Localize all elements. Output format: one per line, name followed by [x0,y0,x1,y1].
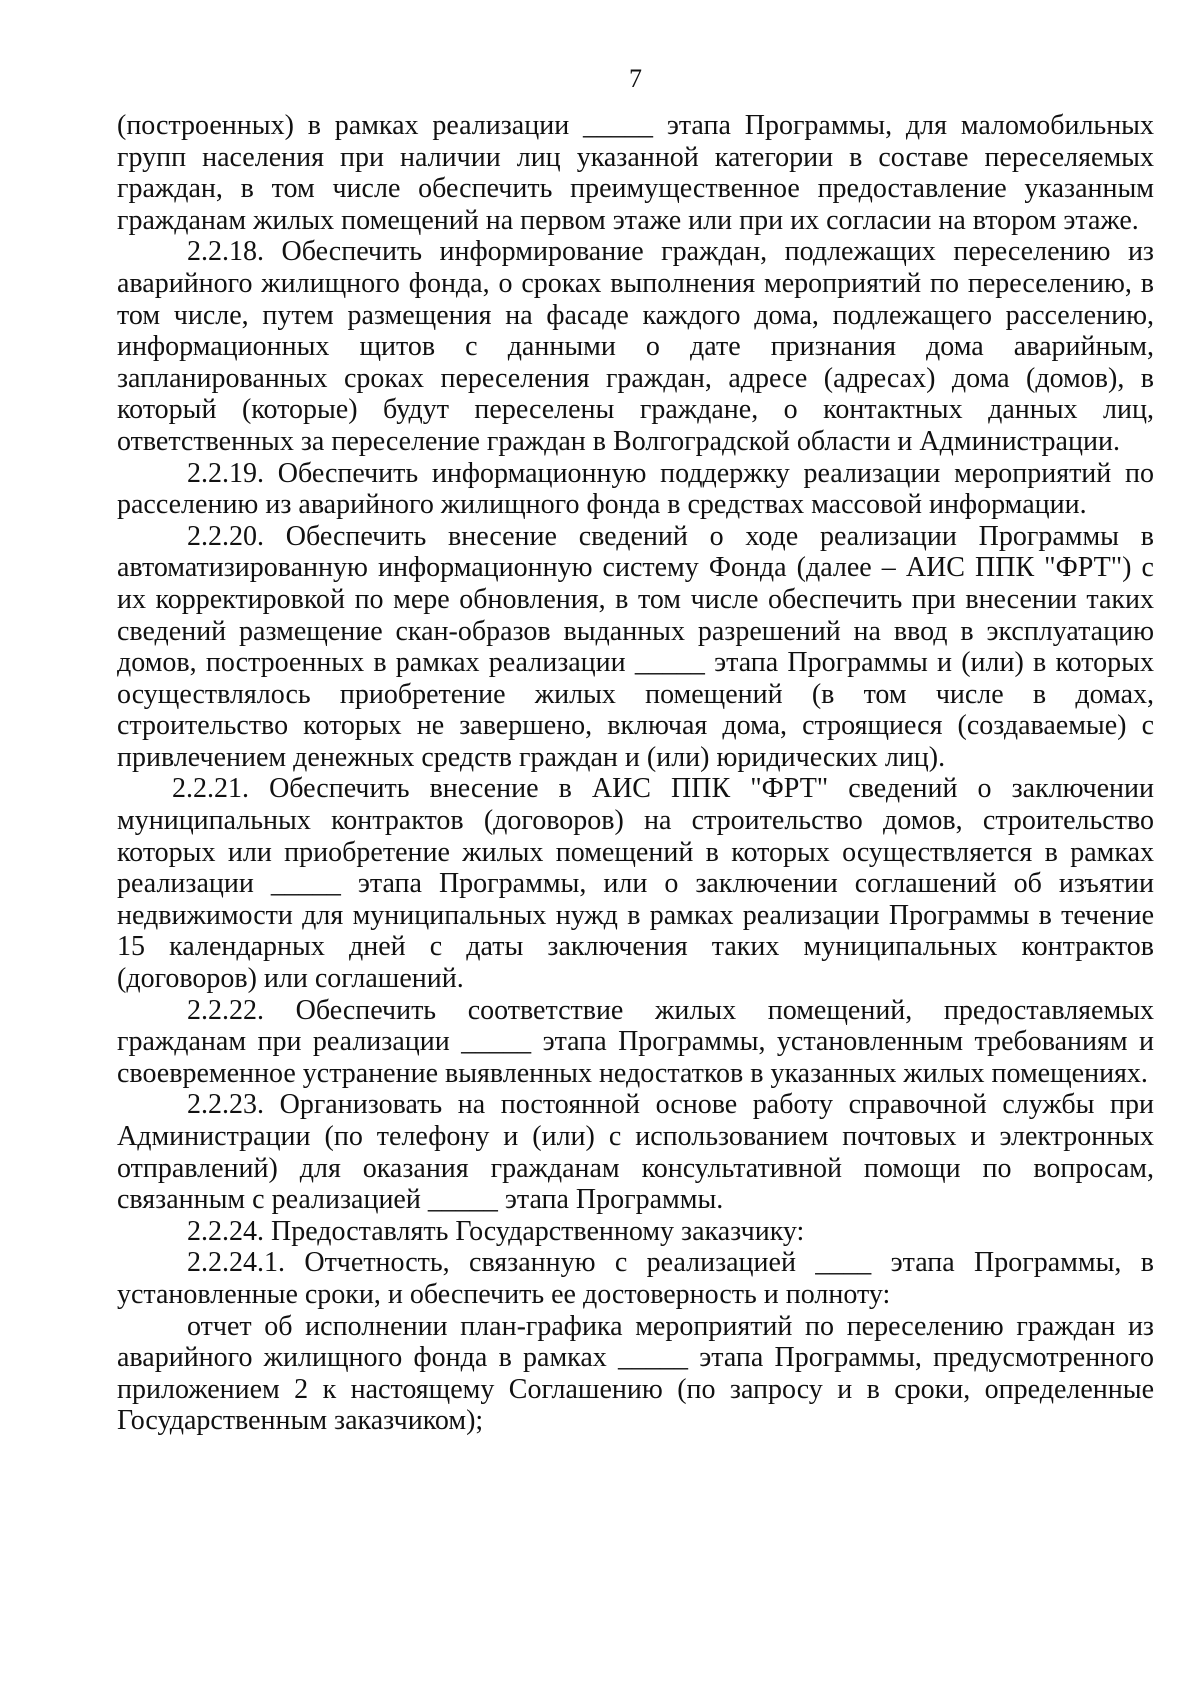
paragraph-report-item: отчет об исполнении план-графика мероприятий по переселению граждан из аварийного жилищного фонда в рамках _____ этапа Программы, предусмотренного приложением 2 к настоящему Соглашению (по запросу и в сроки, определенные Государственным заказчиком); [117,1310,1154,1437]
paragraph-2-2-18: 2.2.18. Обеспечить информирование граждан, подлежащих переселению из аварийного жилищного фонда, о сроках выполнения мероприятий по переселению, в том числе, путем размещения на фасаде каждого дома, подлежащего расселению, информационных щитов с данными о дате признания дома аварийным, запланированных сроках переселения граждан, адресе (адресах) дома (домов), в который (которые) будут переселены граждане, о контактных данных лиц, ответственных за переселение граждан в Волгоградской области и Администрации. [117,236,1154,457]
paragraph-2-2-21: 2.2.21. Обеспечить внесение в АИС ППК "ФРТ" сведений о заключении муниципальных контрактов (договоров) на строительство домов, строительство которых или приобретение жилых помещений в которых осуществляется в рамках реализации _____ этапа Программы, или о заключении соглашений об изъятии недвижимости для муниципальных нужд в рамках реализации Программы в течение 15 календарных дней с даты заключения таких муниципальных контрактов (договоров) или соглашений. [117,773,1154,995]
document-page [117,62,1154,1437]
page-number: 7 [629,64,642,93]
paragraph-2-2-23: 2.2.23. Организовать на постоянной основе работу справочной службы при Администрации (по телефону и (или) с использованием почтовых и электронных отправлений) для оказания гражданам консультативной помощи по вопросам, связанным с реализацией _____ этапа Программы. [117,1089,1154,1216]
paragraph-2-2-24: 2.2.24. Предоставлять Государственному заказчику: [187,1215,805,1247]
paragraph-2-2-20: 2.2.20. Обеспечить внесение сведений о ходе реализации Программы в автоматизированную информационную систему Фонда (далее – АИС ППК "ФРТ") с их корректировкой по мере обновления, в том числе обеспечить при внесении таких сведений размещение скан-образов выданных разрешений на ввод в эксплуатацию домов, построенных в рамках реализации _____ этапа Программы и (или) в которых осуществлялось приобретение жилых помещений (в том числе в домах, строительство которых не завершено, включая дома, строящиеся (создаваемые) с привлечением денежных средств граждан и (или) юридических лиц). [117,520,1154,773]
paragraph-2-2-22: 2.2.22. Обеспечить соответствие жилых помещений, предоставляемых гражданам при реализации _____ этапа Программы, установленным требованиям и своевременное устранение выявленных недостатков в указанных жилых помещениях. [117,994,1154,1089]
paragraph-2-2-24-1: 2.2.24.1. Отчетность, связанную с реализацией ____ этапа Программы, в установленные сроки, и обеспечить ее достоверность и полноту: [117,1247,1154,1310]
paragraph-2-2-19: 2.2.19. Обеспечить информационную поддержку реализации мероприятий по расселению из аварийного жилищного фонда в средствах массовой информации. [117,457,1154,521]
paragraph-continuation: (построенных) в рамках реализации _____ этапа Программы, для маломобильных групп населения при наличии лиц указанной категории в составе переселяемых граждан, в том числе обеспечить преимущественное предоставление указанным гражданам жилых помещений на первом этаже или при их согласии на втором этаже. [117,110,1154,236]
